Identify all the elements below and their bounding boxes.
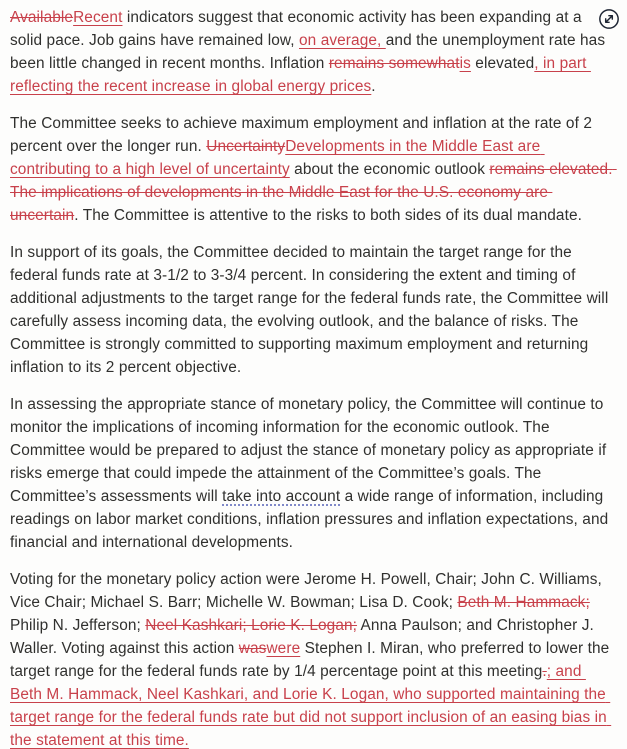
paragraph-target-range <box>10 241 617 379</box>
deleted-text: . <box>542 663 547 680</box>
text-run: and the unemployment rate has been little changed in recent months. Inflation <box>10 32 610 72</box>
paragraph-policy-stance <box>10 393 617 554</box>
text-run: Stephen I. Miran, who preferred to lower the target range for the federal funds rate by 1/4 percentage point at this meeting <box>10 640 614 680</box>
paragraph-economic-activity <box>10 6 617 98</box>
inserted-text: is <box>459 55 471 72</box>
expand-button[interactable] <box>597 7 620 30</box>
text-run: Philip N. Jefferson; <box>10 594 595 634</box>
deleted-text: Available <box>10 9 74 26</box>
text-run: The Committee seeks to achieve maximum employment and inflation at the rate of 2 percent over the longer run. <box>10 115 597 155</box>
text-run: Anna Paulson; and Christopher J. Waller. Voting against this action <box>10 617 599 657</box>
text-run: In support of its goals, the Committee decided to maintain the target range for the federal funds rate at 3-1/2 to 3-3/4 percent. In considering the extent and timing of additional adjustments to the target range for the federal funds rate, the Committee will carefully assess incoming data, the evolving outlook, and the balance of risks. The Committee is strongly committed to supporting maximum employment and returning inflation to its 2 percent objective. <box>10 244 613 376</box>
deleted-text: Beth M. Hammack; <box>457 594 590 611</box>
inserted-text: were <box>266 640 301 657</box>
deleted-text: was <box>238 640 267 657</box>
paragraph-voting <box>10 568 617 749</box>
text-run: a wide range of information, including readings on labor market conditions, inflation pressures and inflation expectations, and financial and international developments. <box>10 488 613 551</box>
deleted-text: Uncertainty <box>206 138 286 155</box>
paragraph-dual-mandate <box>10 112 617 227</box>
text-run: indicators suggest that economic activity has been expanding at a solid pace. Job gains have remained low, <box>10 9 587 49</box>
expand-icon <box>598 8 620 30</box>
inserted-text: Developments in the Middle East are contributing to a high level of uncertainty <box>10 138 545 178</box>
text-run: about the economic outlook <box>289 161 490 178</box>
inserted-text: Recent <box>73 9 123 26</box>
inserted-text: , in part reflecting the recent increase in global energy prices <box>10 55 591 95</box>
text-run: In assessing the appropriate stance of monetary policy, the Committee will continue to monitor the implications of incoming information for the economic outlook. The Committee would be prepared to adjust the stance of monetary policy as appropriate if risks emerge that could impede the attainment of the Committee’s goals. The Committee’s assessments will <box>10 396 611 505</box>
text-run: . <box>371 78 376 95</box>
text-run: . The Committee is attentive to the risks to both sides of its dual mandate. <box>74 207 582 224</box>
flagged-phrase: take into account <box>222 488 341 505</box>
deleted-text: remains somewhat <box>328 55 460 72</box>
text-run: elevated <box>470 55 535 72</box>
inserted-text: ; and Beth M. Hammack, Neel Kashkari, and Lorie K. Logan, who supported maintaining the target range for the federal funds rate but did not support inclusion of an easing bias in the statement at this time. <box>10 663 612 749</box>
inserted-text: on average, <box>299 32 386 49</box>
deleted-text: Neel Kashkari; Lorie K. Logan; <box>145 617 358 634</box>
deleted-text: remains elevated. The implications of developments in the Middle East for the U.S. economy are uncertain <box>10 161 617 224</box>
text-run: Voting for the monetary policy action were Jerome H. Powell, Chair; John C. Williams, Vice Chair; Michael S. Barr; Michelle W. Bowman; Lisa D. Cook; <box>10 571 607 611</box>
